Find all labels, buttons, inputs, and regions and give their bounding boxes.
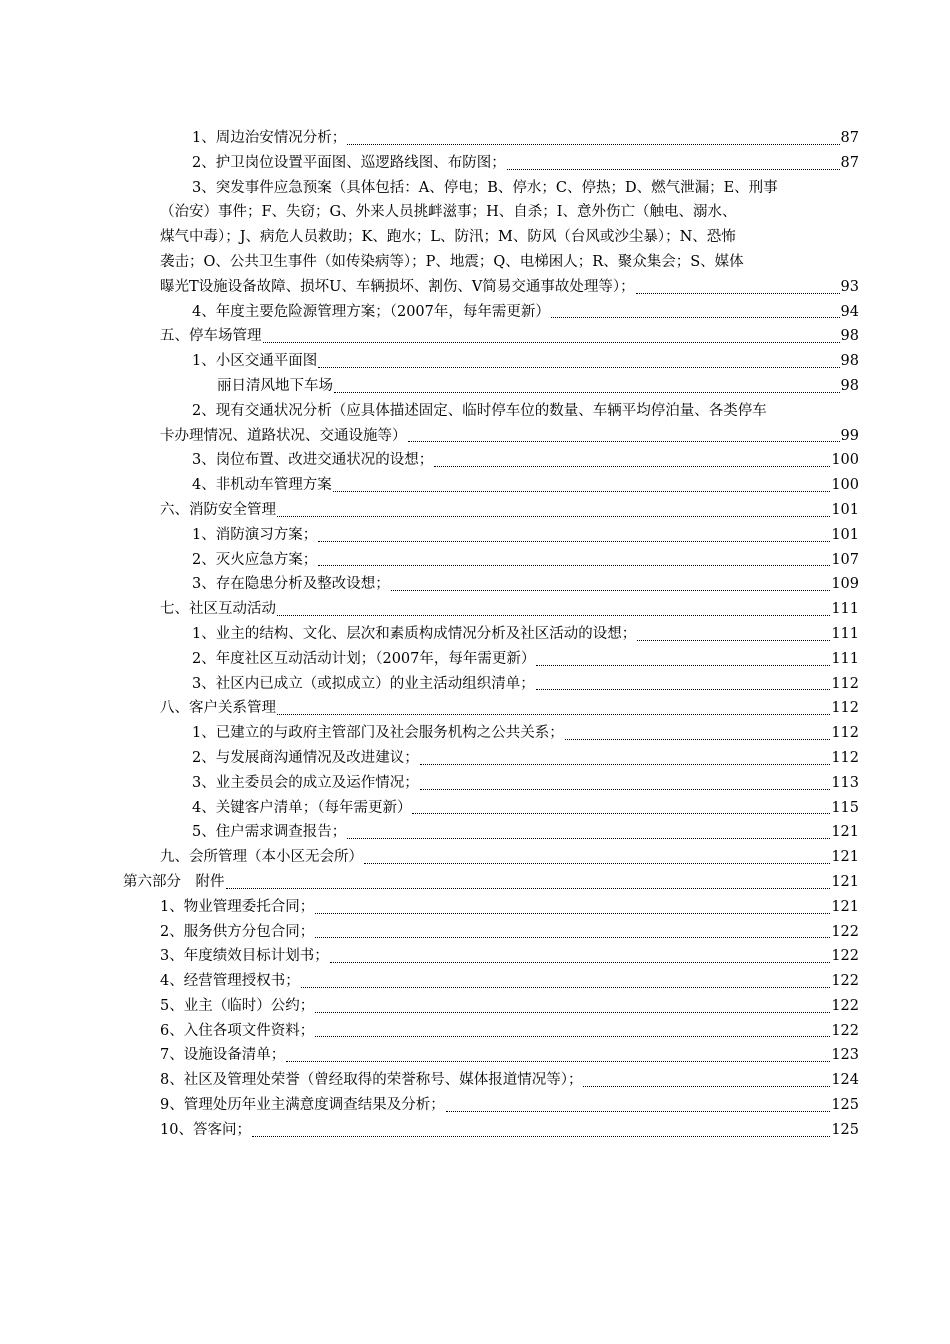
toc-entry-label: 九、会所管理（本小区无会所） [160, 849, 363, 866]
dot-leader [333, 491, 831, 492]
toc-entry[interactable] [0, 1019, 950, 1044]
dot-leader [286, 1061, 830, 1062]
dot-leader [318, 367, 839, 368]
toc-entry[interactable] [0, 597, 950, 622]
dot-leader [434, 466, 830, 467]
toc-page-number: 115 [831, 799, 859, 816]
dot-leader [536, 665, 830, 666]
toc-page-number: 94 [840, 303, 859, 320]
toc-entry[interactable] [0, 523, 950, 548]
toc-page-number: 87 [840, 130, 859, 146]
toc-entry[interactable] [0, 647, 950, 672]
toc-page-number: 98 [840, 377, 859, 394]
toc-page-number: 107 [831, 551, 859, 568]
toc-page-number: 93 [840, 278, 859, 295]
toc-entry[interactable] [0, 969, 950, 994]
dot-leader [583, 1086, 830, 1087]
toc-page-number: 122 [831, 923, 859, 940]
toc-entry-label: 1、已建立的与政府主管部门及社会服务机构之公共关系； [192, 725, 564, 742]
dot-leader [301, 987, 831, 988]
toc-page-number: 101 [831, 526, 859, 543]
toc-entry-text: （治安）事件；F、失窃；G、外来人员挑衅滋事；H、自杀；I、意外伤亡（触电、溺水、 [160, 204, 737, 221]
toc-entry-label: 1、业主的结构、文化、层次和素质构成情况分析及社区活动的设想； [192, 625, 637, 642]
toc-page-number: 112 [831, 725, 859, 742]
toc-entry-label: 六、消防安全管理 [160, 501, 276, 518]
toc-entry-label: 八、客户关系管理 [160, 700, 276, 717]
toc-entry[interactable] [0, 300, 950, 325]
toc-page-number: 98 [840, 328, 859, 345]
toc-entry-label: 丽日清风地下车场 [217, 377, 333, 394]
toc-page-number: 98 [840, 353, 859, 370]
toc-entry-label: 7、设施设备清单； [160, 1047, 286, 1064]
toc-entry[interactable] [0, 820, 950, 845]
toc-entry-line [0, 225, 950, 250]
dot-leader [315, 1036, 830, 1037]
toc-entry-label: 曝光T设施设备故障、损坏U、车辆损坏、割伤、V简易交通事故处理等）； [160, 278, 635, 295]
toc-page-number: 87 [840, 154, 859, 171]
toc-entry-text: 3、突发事件应急预案（具体包括：A、停电；B、停水；C、停热；D、燃气泄漏；E、刑事 [192, 179, 778, 196]
toc-entry[interactable] [0, 796, 950, 821]
toc-page-number: 113 [831, 774, 859, 791]
dot-leader [507, 169, 840, 170]
toc-page-number: 99 [840, 427, 859, 444]
toc-entry[interactable] [0, 126, 950, 151]
toc-page-number: 121 [831, 824, 859, 841]
dot-leader [408, 441, 840, 442]
dot-leader [347, 144, 839, 145]
toc-entry[interactable] [0, 622, 950, 647]
toc-entry-label: 2、灭火应急方案； [192, 551, 318, 568]
toc-entry[interactable] [0, 1093, 950, 1118]
dot-leader [347, 838, 830, 839]
toc-page-number: 121 [831, 849, 859, 866]
dot-leader [318, 541, 830, 542]
toc-entry-label: 1、小区交通平面图 [192, 353, 318, 370]
dot-leader [536, 689, 831, 690]
toc-entry[interactable] [0, 548, 950, 573]
toc-entry-label: 3、存在隐患分析及整改设想； [192, 576, 390, 593]
toc-entry-label: 2、年度社区互动活动计划；（2007年，每年需更新） [192, 650, 536, 667]
toc-entry[interactable] [0, 498, 950, 523]
toc-page-number: 101 [831, 501, 859, 518]
toc-page-number: 123 [831, 1047, 859, 1064]
dot-leader [315, 1012, 830, 1013]
toc-page-number: 125 [831, 1097, 859, 1114]
toc-entry-label: 七、社区互动活动 [160, 601, 276, 618]
dot-leader [412, 813, 830, 814]
table-of-contents [0, 126, 950, 1143]
toc-page-number: 122 [831, 948, 859, 965]
toc-entry-line [0, 250, 950, 275]
toc-entry[interactable] [0, 572, 950, 597]
toc-entry[interactable] [0, 994, 950, 1019]
toc-page-number: 121 [831, 898, 859, 915]
toc-entry-line [0, 399, 950, 424]
toc-entry-text: 袭击；O、公共卫生事件（如传染病等）；P、地震；Q、电梯困人；R、聚众集会；S、媒体 [160, 253, 744, 270]
dot-leader [636, 293, 840, 294]
dot-leader [637, 640, 830, 641]
dot-leader [391, 590, 831, 591]
toc-entry-label: 2、护卫岗位设置平面图、巡逻路线图、布防图； [192, 154, 506, 171]
dot-leader [277, 516, 830, 517]
dot-leader [330, 962, 831, 963]
toc-entry[interactable] [0, 349, 950, 374]
toc-page-number: 111 [831, 601, 859, 618]
toc-entry-label: 6、入住各项文件资料； [160, 1022, 315, 1039]
toc-entry[interactable] [0, 870, 950, 895]
toc-entry-label: 4、经营管理授权书； [160, 973, 300, 990]
toc-entry-label: 3、年度绩效目标计划书； [160, 948, 329, 965]
toc-entry-label: 5、业主（临时）公约； [160, 997, 315, 1014]
toc-entry-label: 5、住户需求调查报告； [192, 824, 347, 841]
dot-leader [277, 714, 830, 715]
toc-entry[interactable] [0, 845, 950, 870]
dot-leader [334, 392, 840, 393]
toc-entry[interactable] [0, 944, 950, 969]
toc-entry[interactable] [0, 473, 950, 498]
toc-entry[interactable] [0, 1043, 950, 1068]
toc-entry-label: 4、关键客户清单；（每年需更新） [192, 799, 412, 816]
toc-page-number: 112 [831, 675, 859, 692]
toc-entry[interactable] [0, 1118, 950, 1143]
dot-leader [318, 565, 830, 566]
toc-page-number: 109 [831, 576, 859, 593]
toc-entry-label: 3、社区内已成立（或拟成立）的业主活动组织清单； [192, 675, 535, 692]
toc-page-number: 111 [831, 650, 859, 667]
toc-entry-label: 9、管理处历年业主满意度调查结果及分析； [160, 1097, 445, 1114]
toc-entry[interactable] [0, 275, 950, 300]
dot-leader [446, 1111, 831, 1112]
toc-entry-label: 五、停车场管理 [160, 328, 262, 345]
toc-page-number: 121 [831, 873, 859, 890]
toc-entry-text: 煤气中毒）；J、病危人员救助；K、跑水；L、防汛；M、防风（台风或沙尘暴）；N、恐怖 [160, 229, 736, 246]
toc-entry[interactable] [0, 324, 950, 349]
dot-leader [420, 764, 831, 765]
dot-leader [420, 789, 831, 790]
dot-leader [252, 1136, 830, 1137]
toc-entry[interactable] [0, 424, 950, 449]
toc-entry[interactable] [0, 920, 950, 945]
toc-entry[interactable] [0, 771, 950, 796]
dot-leader [263, 342, 840, 343]
dot-leader [551, 317, 840, 318]
toc-entry[interactable] [0, 696, 950, 721]
toc-entry-text: 2、现有交通状况分析（应具体描述固定、临时停车位的数量、车辆平均停泊量、各类停车 [192, 402, 767, 419]
dot-leader [315, 913, 830, 914]
toc-entry-label: 4、非机动车管理方案 [192, 477, 332, 494]
toc-entry-label: 3、业主委员会的成立及运作情况； [192, 774, 419, 791]
dot-leader [226, 888, 831, 889]
toc-page-number: 125 [831, 1121, 859, 1138]
toc-entry-label: 1、消防演习方案； [192, 526, 318, 543]
toc-page-number: 122 [831, 973, 859, 990]
toc-entry-line [0, 200, 950, 225]
toc-entry[interactable] [0, 672, 950, 697]
toc-entry-line [0, 176, 950, 201]
toc-entry[interactable] [0, 746, 950, 771]
toc-page-number: 112 [831, 749, 859, 766]
dot-leader [364, 863, 830, 864]
toc-entry[interactable] [0, 721, 950, 746]
dot-leader [277, 615, 830, 616]
toc-page-number: 100 [831, 452, 859, 469]
dot-leader [565, 739, 831, 740]
toc-entry[interactable] [0, 151, 950, 176]
dot-leader [315, 937, 830, 938]
toc-page-number: 100 [831, 477, 859, 494]
toc-entry-label: 2、与发展商沟通情况及改进建议； [192, 749, 419, 766]
toc-entry-label: 8、社区及管理处荣誉（曾经取得的荣誉称号、媒体报道情况等）； [160, 1072, 583, 1089]
toc-page-number: 111 [831, 625, 859, 642]
toc-entry-label: 1、物业管理委托合同； [160, 898, 315, 915]
toc-page-number: 124 [831, 1072, 859, 1089]
toc-page-number: 112 [831, 700, 859, 717]
toc-entry-label: 2、服务供方分包合同； [160, 923, 315, 940]
toc-entry-label: 3、岗位布置、改进交通状况的设想； [192, 452, 434, 469]
toc-page-number: 122 [831, 997, 859, 1014]
toc-entry-label: 1、周边治安情况分析； [192, 130, 347, 146]
toc-page-number: 122 [831, 1022, 859, 1039]
toc-entry[interactable] [0, 448, 950, 473]
toc-entry[interactable] [0, 374, 950, 399]
toc-entry-label: 4、年度主要危险源管理方案；（2007年，每年需更新） [192, 303, 550, 320]
toc-entry-label: 卡办理情况、道路状况、交通设施等） [160, 427, 407, 444]
toc-entry-label: 10、答客问； [160, 1121, 251, 1138]
toc-entry-label: 第六部分 附件 [123, 873, 225, 890]
toc-entry[interactable] [0, 1068, 950, 1093]
toc-entry[interactable] [0, 895, 950, 920]
